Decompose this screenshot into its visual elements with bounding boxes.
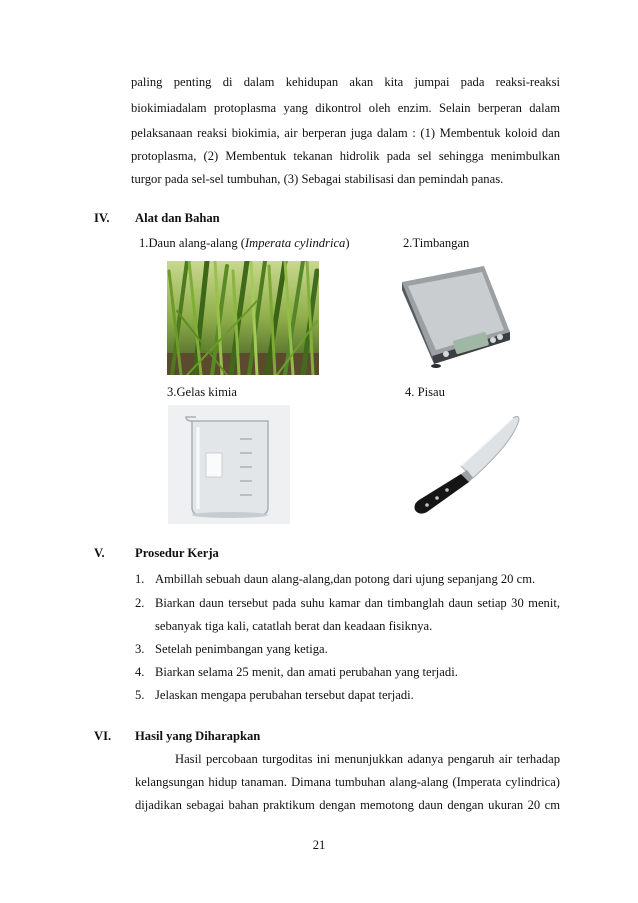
list-item-number: 1. [135,572,145,586]
intro-line-4: protoplasma, (2) Membentuk tekanan hidrolik pada sel sehingga menimbulkan [131,149,560,163]
knife-photo [409,410,523,514]
list-item-continuation: sebanyak tiga kali, catatlah berat dan keadaan fisiknya. [155,619,433,633]
item-caption-grass [139,236,350,251]
list-item-number: 4. [135,665,145,679]
grass-photo [167,261,319,375]
intro-line-5: turgor pada sel-sel tumbuhan, (3) Sebagai stabilisasi dan pemindah panas. [131,172,504,186]
list-item-number: 2. [135,596,145,610]
item-caption-beaker: 3.Gelas kimia [167,385,237,399]
intro-line-3: pelaksanaan reaksi biokimia, air berperan juga dalam : (1) Membentuk koloid dan [131,126,560,140]
caption-prefix: 1.Daun alang-alang ( [139,236,245,250]
intro-line-2: biokimiadalam protoplasma yang dikontrol oleh enzim. Selain berperan dalam [131,101,560,115]
list-item: Jelaskan mengapa perubahan tersebut dapat terjadi. [155,688,414,702]
list-item-number: 5. [135,688,145,702]
digital-scale-photo [392,260,514,368]
caption-suffix: ) [345,236,350,250]
section-number: V. [94,546,105,560]
item-caption-scale: 2.Timbangan [403,236,470,250]
result-line-2: kelangsungan hidup tanaman. Dimana tumbuhan alang-alang (Imperata cylindrica) [135,775,560,789]
item-caption-knife: 4. Pisau [405,385,445,399]
section-title: Prosedur Kerja [135,546,219,560]
list-item: Biarkan daun tersebut pada suhu kamar dan timbanglah daun setiap 30 menit, [155,596,560,610]
list-item: Setelah penimbangan yang ketiga. [155,642,328,656]
section-title: Hasil yang Diharapkan [135,729,261,743]
result-line-3: dijadikan sebagai bahan praktikum dengan memotong daun dengan ukuran 20 cm [135,798,560,812]
beaker-photo [168,405,290,524]
caption-italic: Imperata cylindrica [244,236,346,250]
result-line-1: Hasil percobaan turgoditas ini menunjukkan adanya pengaruh air terhadap [175,752,560,766]
list-item: Ambillah sebuah daun alang-alang,dan potong dari ujung sepanjang 20 cm. [155,572,536,586]
section-title: Alat dan Bahan [135,211,220,225]
list-item-number: 3. [135,642,145,656]
list-item: Biarkan selama 25 menit, dan amati perubahan yang terjadi. [155,665,458,679]
page-number: 21 [312,838,326,852]
section-number: VI. [94,729,112,743]
intro-line-1: paling penting di dalam kehidupan akan kita jumpai pada reaksi-reaksi [131,75,560,89]
section-number: IV. [94,211,110,225]
